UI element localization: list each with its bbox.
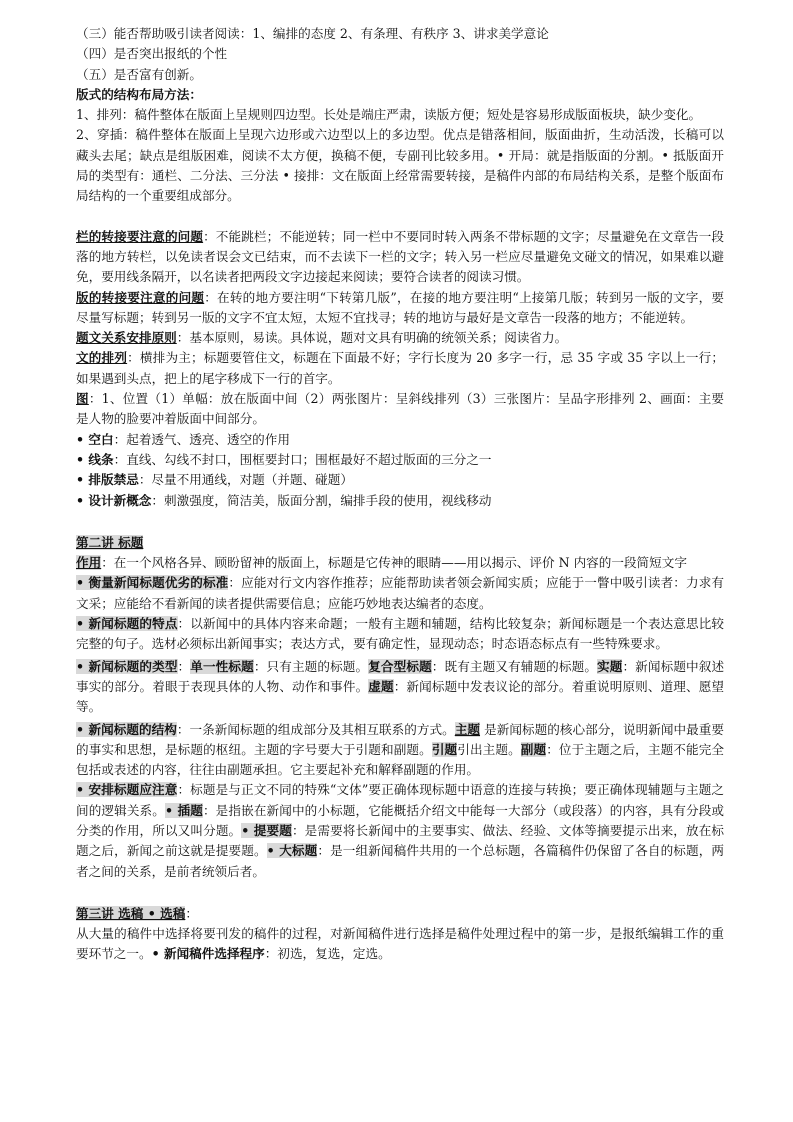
big-title-text: ：是一组新闻稿件共用的一个总标题，各篇稿件仍保留了各自的标题，两者之间的关系，是前者统领后者。: [76, 843, 725, 879]
headline-role-label: 作用: [76, 555, 102, 571]
document-page: [76, 24, 724, 965]
headline-structure-text-2: 是新闻标题的核心部分，说明新闻中最重要的事实和思想，是标题的枢纽。主题的字号要大于引题和副题。: [76, 721, 725, 757]
taboo-label: • 排版禁忌: [76, 472, 139, 488]
selection-procedure-text: ：初选，复选，定选。: [264, 946, 391, 962]
sub-title-label: 副题: [520, 741, 547, 757]
headline-structure-label: • 新闻标题的结构: [76, 721, 177, 737]
headline-structure-paragraph: [76, 720, 724, 781]
text-arrangement-label: 文的排列: [76, 350, 128, 366]
headline-types-label: • 新闻标题的类型: [76, 658, 178, 674]
criteria-item-4: （四）是否突出报纸的个性: [76, 46, 228, 62]
headline-role-text: ：在一个风格各异、顾盼留神的版面上，标题是它传神的眼睛——用以揭示、评价 N 内容的一段简短文字: [101, 555, 687, 571]
criteria-item-5: （五）是否富有创新。: [76, 66, 202, 82]
headline-role-paragraph: [76, 553, 724, 573]
type-virtual-label: 虚题: [368, 678, 394, 694]
lines-text: ：直线、勾线不封口，围框要封口；围框最好不超过版面的三分之一: [113, 451, 492, 467]
main-title-label: 主题: [454, 721, 481, 737]
big-title-label: • 大标题: [266, 843, 318, 859]
title-text-label: 题文关系安排原则: [76, 330, 177, 346]
title-text-text: ：基本原则，易读。具体说，题对文具有明确的统领关系；阅读省力。: [176, 330, 568, 346]
headline-arrangement-label: • 安排标题应注意: [76, 782, 178, 798]
figure-label: 图: [76, 391, 89, 407]
type-real-text: ：新闻标题中叙述事实的部分。着眼于表现具体的人物、动作和事件。: [76, 658, 725, 694]
type-real-label: 实题: [597, 658, 623, 674]
type-single-text: ：只有主题的标题。: [253, 658, 369, 674]
lecture-2-heading: [76, 533, 724, 553]
insert-title-label: • 插题: [164, 802, 203, 818]
lines-item: [76, 450, 724, 470]
selection-paragraph: [76, 924, 724, 965]
text-arrangement-text: ：横排为主；标题要管住文，标题在下面最不好；字行长度为 20 多字一行，忌 35 字或 35 字以上一行；如果遇到头点，把上的尾字移成下一行的首字。: [76, 350, 724, 386]
headline-arrangement-text: ：标题是与正文不同的特殊“文体”要正确体现标题中语意的连接与转换；要正确体现辅题与主题之间的逻辑关系。: [76, 782, 724, 818]
page-turn-text: ：在转的地方要注明“下转第几版”，在接的地方要注明“上接第几版；转到另一版的文字，要尽量写标题；转到另一版的文字不宜太短，太短不宜找寻；转的地访与最好是文章告一段落的地方；不能逆转。: [76, 289, 724, 325]
page-turn-paragraph: [76, 288, 724, 329]
design-concept-label: • 设计新概念: [76, 492, 152, 508]
selection-text: 从大量的稿件中选择将要刊发的稿件的过程，对新闻稿件进行选择是稿件处理过程中的第一步，是报纸编辑工作的重要环节之一。: [76, 926, 724, 962]
title-text-paragraph: [76, 328, 724, 348]
headline-criteria-paragraph: [76, 573, 724, 614]
headline-features-text: ：以新闻中的具体内容来命题；一般有主题和辅题，结构比较复杂；新闻标题是一个表达意思比较完整的句子。选材必须标出新闻事实；表达方式，要有确定性，显现动态；时态语态标点有一些特殊要求。: [76, 616, 724, 652]
design-concept-item: [76, 491, 724, 511]
type-single-label: 单一性标题: [190, 658, 254, 674]
type-compound-text: ：既有主题又有辅题的标题。: [431, 658, 598, 674]
headline-criteria-text: ：应能对行文内容作推荐；应能帮助读者领会新闻实质；应能于一瞥中吸引读者：力求有文采；应能给不看新闻的读者提供需要信息；应能巧妙地表达编者的态度。: [76, 575, 725, 611]
column-turn-label: 栏的转接要注意的问题: [76, 228, 204, 244]
layout-method-insert: 2、穿插：稿件整体在版面上呈现六边形或六边型以上的多边型。优点是错落相间，版面曲折，生动活泼，长稿可以藏头去尾；缺点是组版困难，阅读不太方便，换稿不便，专副刊比较多用。• 开局：就是指版面的分割。• 抵版面开局的类型有：通栏、二分法、三分法 • 接排：文在版面上经常需要转接，是稿件内部的布局结构关系，是整个版面布局结构的一个重要组成部分。: [76, 127, 724, 204]
taboo-item: [76, 470, 724, 490]
headline-features-paragraph: [76, 614, 724, 655]
summary-title-label: • 提要题: [241, 822, 292, 838]
taboo-text: ：尽量不用通线，对题（并题、碰题）: [138, 472, 353, 488]
headline-types-colon: ：: [177, 658, 191, 674]
summary-title-text: ：是需要将长新闻中的主要事实、做法、经验、文体等摘要提示出来，放在标题之后，新闻之前这就是提要题。: [76, 822, 725, 859]
lecture-2-title: 第二讲 标题: [76, 534, 144, 550]
figure-text: ：1、位置（1）单幅：放在版面中间（2）两张图片：呈斜线排列（3）三张图片：呈品字形排列 2、画面：主要是人物的脸要冲着版面中间部分。: [76, 391, 724, 427]
lecture-3-title: 第三讲 选稿 • 选稿: [76, 905, 186, 921]
text-arrangement-paragraph: [76, 348, 724, 389]
blank-space-item: [76, 430, 724, 450]
intro-title-label: 引题: [431, 741, 458, 757]
criteria-item-3: （三）能否帮助吸引读者阅读：1、编排的态度 2、有条理、有秩序 3、讲求美学意论: [76, 26, 549, 41]
intro-title-text: 引出主题。: [457, 741, 521, 757]
layout-methods-colon: ：: [189, 86, 202, 102]
design-concept-text: ：刺激强度，简洁美，版面分割，编排手段的使用，视线移动: [151, 492, 492, 508]
page-turn-label: 版的转接要注意的问题: [76, 289, 205, 305]
selection-procedure-label: • 新闻稿件选择程序: [151, 946, 265, 962]
lecture-3-heading: [76, 904, 724, 924]
sub-title-text: ：位于主题之后，主题不能完全包括或表述的内容，往往由副题承担。它主要起补充和解释副题的作用。: [76, 741, 725, 778]
headline-features-label: • 新闻标题的特点: [76, 616, 178, 632]
type-virtual-text: ：新闻标题中发表议论的部分。着重说明原则、道理、愿望等。: [76, 678, 725, 715]
column-turn-paragraph: [76, 227, 724, 288]
headline-arrangement-paragraph: [76, 780, 724, 881]
layout-method-arrange: 1、排列：稿件整体在版面上呈规则四边型。长处是端庄严肃，读版方便；短处是容易形成版面板块，缺少变化。: [76, 107, 702, 123]
figure-paragraph: [76, 389, 724, 430]
blank-space-text: ：起着透气、透亮、透空的作用: [113, 431, 290, 447]
layout-methods-heading: [76, 85, 724, 105]
headline-types-paragraph: [76, 657, 724, 718]
type-compound-label: 复合型标题: [368, 658, 432, 674]
insert-title-text: ：是指嵌在新闻中的小标题，它能概括介绍文中能每一大部分（或段落）的内容，具有分段或分类的作用，所以又叫分题。: [76, 802, 725, 838]
blank-space-label: • 空白: [76, 431, 114, 447]
lecture-3-colon: ：: [185, 905, 198, 921]
column-turn-text: ：不能跳栏；不能逆转；同一栏中不要同时转入两条不带标题的文字；尽量避免在文章告一段落的地方转栏，以免读者误会文已结束，而不去读下一栏的文字；转入另一栏应尽量避免文碰文的情况，如果难以避免，要用线条隔开，以名读者把两段文字边接起来阅读；要符合读者的阅读习惯。: [76, 228, 725, 285]
headline-criteria-label: • 衡量新闻标题优劣的标准: [76, 575, 229, 591]
layout-methods-title: 版式的结构布局方法: [76, 86, 190, 102]
lines-label: • 线条: [76, 451, 114, 467]
headline-structure-text-1: ：一条新闻标题的组成部分及其相互联系的方式。: [176, 721, 455, 737]
